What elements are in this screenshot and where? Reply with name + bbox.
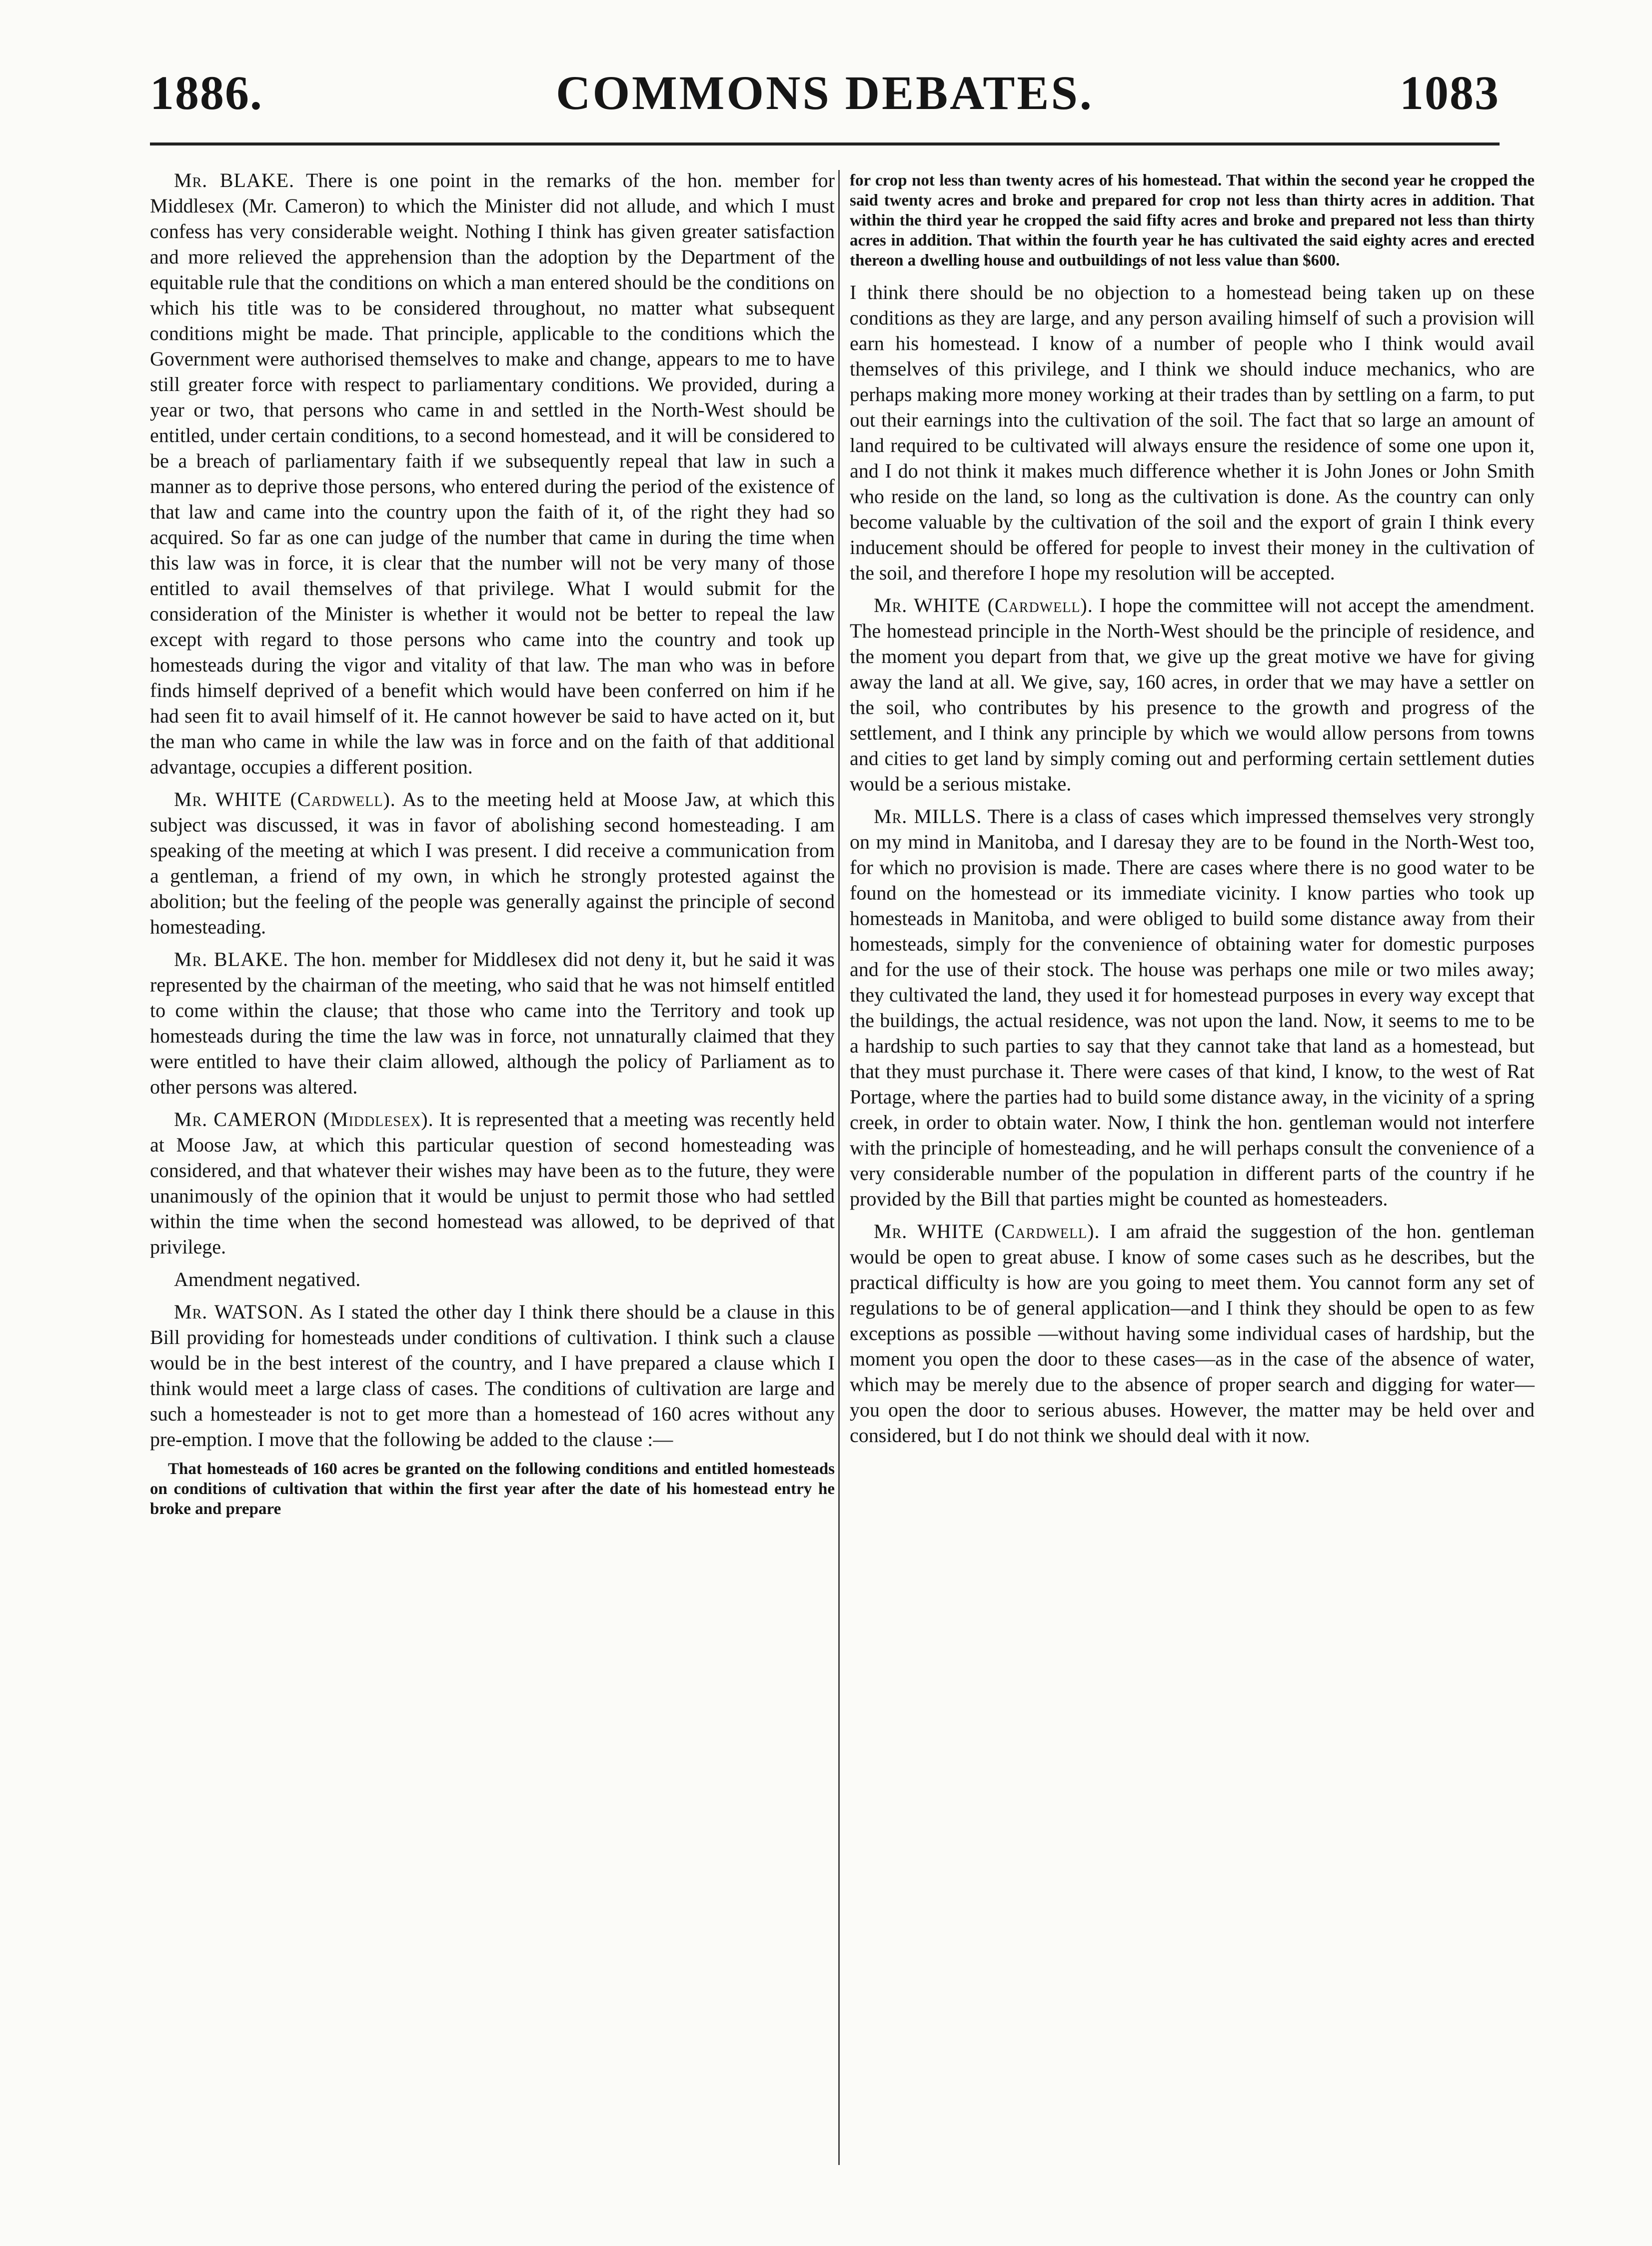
speaker-name: Mr. WATSON. — [174, 1300, 304, 1323]
speech-text: I hope the committee will not accept the amendment. The homestead principle in the North-West should be the principle of residence, and the moment you depart from that, we give up the great motive we have for giving away the land at all. We give, say, 160 acres, in order that we may have a settler on the soil, who contributes by his presence to the growth and progress of the settlement, and I think any principle by which we would allow persons from towns and cities to get land by simply coming out and performing certain settlement duties would be a serious mistake. — [850, 594, 1535, 795]
speech-text: As to the meeting held at Moose Jaw, at which this subject was discussed, it was in favor of abolishing second homesteading. I am speaking of the meeting at which I was present. I did receive a communication from a gentleman, a friend of my own, in which he strongly protested against the abolition; but the feeling of the people was generally against the principle of second homesteading. — [150, 788, 835, 938]
speaker-name: Mr. BLAKE. — [174, 948, 289, 970]
procedural-note: Amendment negatived. — [174, 1268, 361, 1290]
column-divider — [838, 170, 840, 2165]
header-page-number: 1083 — [1400, 66, 1500, 120]
speech-text: There is a class of cases which impressed themselves very strongly on my mind in Manitoba, and I daresay they are to be found in the North-West too, for which no provision is made. There are cases where there is no good water to be found on the homestead or its immediate vicinity. I know parties who took up homesteads in Manitoba, and were obliged to build some distance away from their homesteads, simply for the convenience of obtaining water for domestic purposes and for the use of their stock. The house was perhaps one mile or two miles away; they cultivated the land, they used it for homestead purposes in every way except that the buildings, the actual residence, was not upon the land. Now, it seems to me to be a hardship to such parties to say that they cannot take that land as a homestead, but that they must purchase it. There were cases of that kind, I know, to the west of Rat Portage, where the parties had to build some distance away, in the vicinity of a spring creek, in order to obtain water. Now, I think the hon. gentleman would not interfere with the principle of homesteading, and he will perhaps consult the convenience of a very considerable number of the population in different parts of the country if he provided by the Bill that parties might be counted as homesteaders. — [850, 805, 1535, 1210]
header-rule — [150, 142, 1500, 146]
speech-text: The hon. member for Middlesex did not deny it, but he said it was represented by the chairman of the meeting, who said that he was not himself entitled to come within the clause; that those who came into the Territory and took up homesteads during the time the law was in force, not unnaturally claimed that they were entitled to have their claim allowed, although the policy of Parliament as to other persons was altered. — [150, 948, 835, 1098]
page-header — [150, 65, 1500, 140]
speech-paragraph — [150, 168, 835, 780]
speech-paragraph: I think there should be no objection to a homestead being taken up on these conditions as they are large, and any person availing himself of such a provision will earn his homestead. I know of a number of people who I think would avail themselves of this privilege, and I think we should induce mechanics, who are perhaps making more money working at their trades than by settling on a farm, to put out their earnings into the cultivation of the soil. The fact that so large an amount of land required to be cultivated will always ensure the residence of some one upon it, and I do not think it makes much difference whether it is John Jones or John Smith who reside on the land, so long as the cultivation is done. As the country can only become valuable by the cultivation of the soil and the export of grain I think every inducement should be offered for people to invest their money in the cultivation of the soil, and therefore I hope my resolution will be accepted. — [850, 281, 1535, 584]
speech-text: There is one point in the remarks of the hon. member for Middlesex (Mr. Cameron) to which the Minister did not allude, and which I must confess has very considerable weight. Nothing I think has given greater satisfaction and more relieved the apprehension than the adoption by the Department of the equitable rule that the conditions on which a man entered should be the conditions on which his title was to be considered throughout, no matter what subsequent conditions might be made. That principle, applicable to the conditions which the Government were authorised themselves to make and change, appears to me to have still greater force with respect to parliamentary conditions. We provided, during a year or two, that persons who came in and settled in the North-West should be entitled, under certain conditions, to a second homestead, and it will be considered to be a breach of parliamentary faith if we subsequently repeal that law in such a manner as to deprive those persons, who entered during the period of the existence of that law and came into the country upon the faith of it, of the right they had so acquired. So far as one can judge of the number that came in during the time when this law was in force, it is clear that the number will not be very many of those entitled to avail themselves of that privilege. What I would submit for the consideration of the Minister is whether it would not be better to repeal the law except with regard to those persons who came into the country and took up homesteads during the vigor and vitality of that law. The man who was in before finds himself deprived of a benefit which would have been conferred on him if he had seen fit to avail himself of it. He cannot however be said to have acted on it, but the man who came in while the law was in force and on the faith of that additional advantage, occupies a different position. — [150, 169, 835, 778]
speech-text: As I stated the other day I think there should be a clause in this Bill providing for homesteads under conditions of cultivation. I think such a clause would be in the best interest of the country, and I have prepared a clause which I think would meet a large class of cases. The conditions of cultivation are large and such a homesteader is not to get more than a homestead of 160 acres without any pre-emption. I move that the following be added to the clause :— — [150, 1300, 835, 1450]
header-title: COMMONS DEBATES. — [556, 66, 1094, 120]
speaker-name: Mr. MILLS. — [874, 805, 982, 828]
speaker-name: Mr. WHITE (Cardwell). — [174, 788, 396, 810]
right-column — [850, 168, 1535, 1455]
speech-paragraph — [150, 1106, 835, 1260]
speech-paragraph — [850, 804, 1535, 1212]
speech-text: I am afraid the suggestion of the hon. gentleman would be open to great abuse. I know of some cases such as he describes, but the practical difficulty is how are you going to meet them. You cannot form any set of regulations to be of general application—and I think they should be open to as few exceptions as possible —without having some individual cases of hardship, but the moment you open the door to these cases—as in the case of the absence of water, which may be merely due to the absence of proper search and digging for water—you open the door to serious abuses. However, the matter may be held over and considered, but I do not think we should deal with it now. — [850, 1220, 1535, 1446]
speech-paragraph — [150, 786, 835, 940]
motion-text-continued: for crop not less than twenty acres of his homestead. That within the second year he cropped the said twenty acres and broke and prepared for crop not less than thirty acres in addition. That within the third year he cropped the said fifty acres and broke and prepared not less than thirty acres in addition. That within the fourth year he has cultivated the said eighty acres and erected thereon a dwelling house and outbuildings of not less value than $600. — [850, 172, 1535, 270]
left-column — [150, 168, 835, 1528]
motion-text: That homesteads of 160 acres be granted on the following conditions and entitled homesteads on conditions of cultivation that within the first year after the date of his homestead entry he broke and prepare — [150, 1460, 835, 1518]
speaker-name: Mr. CAMERON (Middlesex). — [174, 1108, 434, 1130]
speaker-name: Mr. WHITE (Cardwell). — [874, 1220, 1100, 1242]
speech-text: It is represented that a meeting was recently held at Moose Jaw, at which this particular question of second homesteading was considered, and that whatever their wishes may have been as to the future, they were unanimously of the opinion that it would be unjust to permit those who had settled within the time when the second homestead was allowed, to be deprived of that privilege. — [150, 1108, 835, 1258]
speaker-name: Mr. BLAKE. — [174, 169, 295, 192]
speech-paragraph — [150, 946, 835, 1100]
speech-paragraph — [850, 592, 1535, 796]
header-year: 1886. — [150, 66, 263, 120]
speech-paragraph — [150, 1299, 835, 1452]
speaker-name: Mr. WHITE (Cardwell). — [874, 594, 1093, 616]
speech-paragraph — [850, 1218, 1535, 1448]
